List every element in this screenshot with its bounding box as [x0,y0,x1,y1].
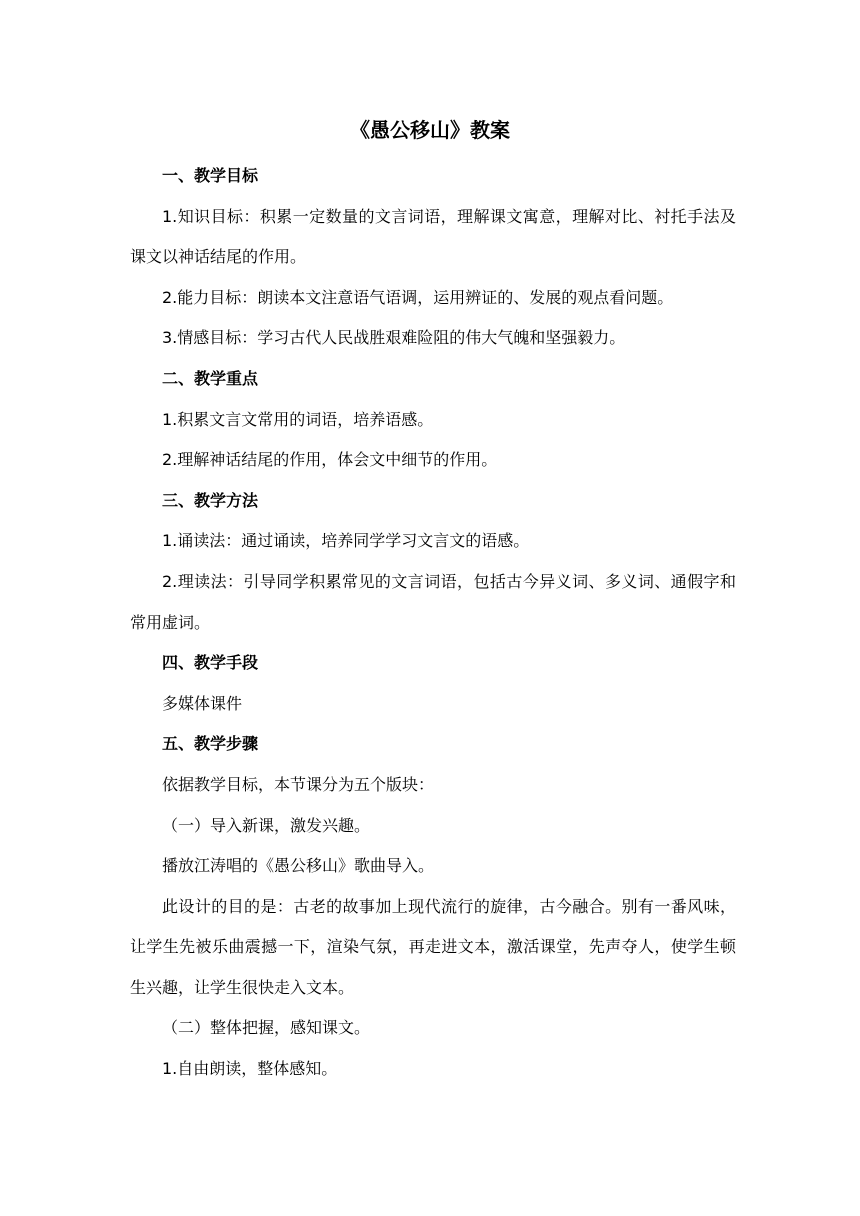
method-item: 1.诵读法：通过诵读，培养同学学习文言文的语感。 [162,531,530,551]
goal-item-emotion: 3.情感目标：学习古代人民战胜艰难险阻的伟大气魄和坚强毅力。 [162,328,626,348]
document-body [130,156,736,1090]
step-paragraph: 播放江涛唱的《愚公移山》歌曲导入。 [162,856,435,876]
means-item: 多媒体课件 [162,693,243,713]
section-heading-key-points: 二、教学重点 [162,368,259,388]
section-heading-steps: 五、教学步骤 [162,734,259,754]
step-subheading: （二）整体把握，感知课文。 [162,1018,371,1038]
step-paragraph: 1.自由朗读，整体感知。 [162,1059,338,1079]
document-title: 《愚公移山》教案 [350,118,510,142]
step-paragraph: 此设计的目的是：古老的故事加上现代流行的旋律，古今融合。别有一番风味，让学生先被乐曲震撼一下，渲染气氛，再走进文本，激活课堂，先声夺人，使学生顿生兴趣，让学生很快走入文本。 [130,896,736,997]
step-paragraph: 依据教学目标，本节课分为五个版块： [162,774,435,794]
goal-item-knowledge: 1.知识目标：积累一定数量的文言词语，理解课文寓意，理解对比、衬托手法及课文以神话结尾的作用。 [130,206,736,267]
key-point-item: 2.理解神话结尾的作用，体会文中细节的作用。 [162,450,498,470]
key-point-item: 1.积累文言文常用的词语，培养语感。 [162,409,434,429]
goal-item-ability: 2.能力目标：朗读本文注意语气语调，运用辨证的、发展的观点看问题。 [162,287,674,307]
section-heading-goals: 一、教学目标 [162,166,259,185]
step-subheading: （一）导入新课，激发兴趣。 [162,815,371,835]
method-item: 2.理读法：引导同学积累常见的文言词语，包括古今异义词、多义词、通假字和常用虚词。 [130,571,736,632]
section-heading-means: 四、教学手段 [162,653,259,673]
section-heading-methods: 三、教学方法 [162,490,259,510]
